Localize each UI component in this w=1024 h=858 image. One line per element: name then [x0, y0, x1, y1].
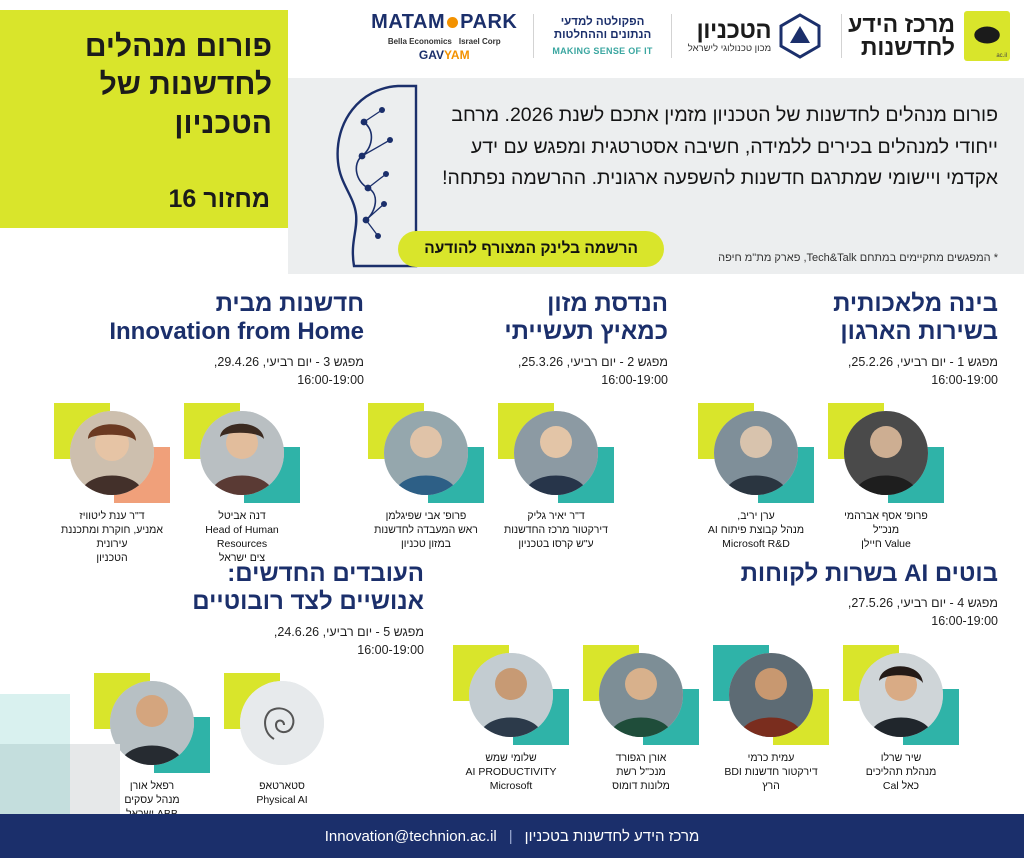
session-card-1 — [698, 290, 998, 551]
avatar — [599, 653, 683, 737]
speaker-name: שיר שרלו — [880, 751, 922, 764]
speaker-card — [184, 403, 300, 566]
avatar — [70, 411, 154, 495]
speaker-card — [453, 645, 569, 794]
session-card-5 — [94, 560, 424, 821]
innovation-line-2: לחדשנות — [860, 34, 955, 60]
session-card-2 — [368, 290, 668, 551]
session-5-title-line-2: אנושיים לצד רובוטיים — [192, 588, 424, 616]
speaker-name: עמית כרמי — [747, 751, 795, 764]
speaker-role-2: צים ישראל — [218, 552, 266, 565]
speaker-role-2: Value חיילן — [861, 538, 911, 551]
decor-teal-block — [0, 694, 70, 814]
session-2-title-line-2: כמאיץ תעשייתי — [504, 318, 668, 346]
speaker-name: סטארטאפ — [259, 779, 305, 792]
speaker-name: פרופ' אבי שפיגלמן — [385, 509, 467, 522]
technion-name: הטכניון — [696, 17, 772, 45]
session-3-title-en: Innovation from Home — [109, 318, 364, 346]
gavyam-gav: GAV — [418, 47, 445, 62]
hero-title: פורום מנהלים לחדשנות של הטכניון — [84, 30, 272, 140]
matam-name-right: PARK — [460, 10, 518, 33]
footer-org: מרכז הידע לחדשנות בטכניון — [524, 827, 700, 845]
speaker-name: ד"ר ענת ליטוויז — [79, 509, 145, 522]
footer-divider: | — [508, 827, 513, 845]
innovation-badge-text: ac.il — [996, 53, 1007, 59]
session-2-speakers — [368, 403, 668, 552]
speaker-card — [583, 645, 699, 794]
speaker-role-2: הטכניון — [96, 552, 128, 565]
logo-divider-1 — [533, 14, 534, 58]
speaker-role-2: הרץ — [762, 779, 780, 792]
speaker-role-1: Physical AI — [256, 794, 308, 807]
faculty-line-1: הפקולטה למדעי — [560, 16, 645, 29]
logo-divider-3 — [841, 14, 842, 58]
speaker-name: אורן רגפורד — [615, 751, 667, 764]
session-card-4 — [453, 560, 998, 793]
technion-subtitle: מכון טכנולוגי לישראל — [687, 42, 772, 54]
speaker-role-2: Microsoft R&D — [722, 538, 790, 551]
gavyam-yam: YAM — [444, 47, 470, 62]
hero-body-text: פורום מנהלים לחדשנות של הטכניון מזמין אתכם לשנת 2026. מרחב ייחודי למנהלים בכירים ללמידה, חשיבה אסטרטגית ומפגש עם ידע אקדמי ויישומי שמתרגם חדשנות להשפעה ארגונית. ההרשמה נפתחה! — [442, 104, 998, 190]
sessions-area — [0, 290, 1024, 810]
speaker-role-2: כאל Cal — [882, 779, 920, 792]
faculty-logo — [540, 16, 664, 56]
session-3-date: מפגש 3 - יום רביעי, 29.4.26, — [213, 354, 364, 369]
session-3-speakers — [54, 403, 364, 566]
session-2-time: 16:00-19:00 — [601, 372, 668, 387]
session-3-title-line-1: חדשנות מבית — [215, 290, 364, 317]
startup-placeholder-icon — [240, 681, 324, 765]
technion-emblem-icon — [779, 13, 821, 59]
avatar — [469, 653, 553, 737]
speaker-card — [54, 403, 170, 566]
session-1-date: מפגש 1 - יום רביעי, 25.2.26, — [847, 354, 998, 369]
session-5-speakers — [94, 673, 424, 822]
avatar — [859, 653, 943, 737]
speaker-name: ד"ר יאיר גליק — [527, 509, 585, 522]
speaker-card-placeholder — [224, 673, 340, 822]
speaker-card — [843, 645, 959, 794]
speaker-name: שלומי שמש — [485, 751, 537, 764]
speaker-role-1: מנכ"ל — [872, 524, 900, 537]
footer-email[interactable]: Innovation@technion.ac.il — [324, 827, 497, 845]
speaker-role-2: ע"ש קרסו בטכניון — [518, 538, 594, 551]
session-4-date: מפגש 4 - יום רביעי, 27.5.26, — [847, 596, 998, 611]
session-1-title-line-2: בשירות הארגון — [840, 318, 998, 346]
speaker-role-1: דירקטור חדשנות BDI — [724, 765, 818, 778]
matam-dot-icon — [447, 17, 458, 28]
speaker-role-1: דירקטור מרכז החדשנות — [504, 524, 608, 537]
speaker-role-2: Microsoft — [489, 779, 533, 792]
avatar — [200, 411, 284, 495]
speaker-card — [698, 403, 814, 552]
logo-group — [361, 0, 1024, 72]
footer-bar — [0, 814, 1024, 858]
speaker-role-1: מנהל קבוצת פיתוח AI — [707, 524, 805, 537]
speaker-role-1: Head of Human Resources — [205, 524, 279, 551]
session-4-title: בוטים AI בשרות לקוחות — [740, 560, 998, 587]
session-5-date: מפגש 5 - יום רביעי, 24.6.26, — [273, 624, 424, 639]
session-1-title-line-1: בינה מלאכותית — [833, 290, 998, 317]
logo-divider-2 — [671, 14, 672, 58]
speaker-role-1: מנכ"ל רשת — [616, 765, 666, 778]
speaker-role-2: מלונות דומוס — [612, 779, 670, 792]
speaker-name: רפאל אורן — [129, 779, 175, 792]
speaker-name: פרופ' אסף אברהמי — [844, 509, 928, 522]
hero-title-block — [0, 10, 288, 228]
session-4-speakers — [453, 645, 998, 794]
avatar — [384, 411, 468, 495]
speaker-card — [828, 403, 944, 552]
session-3-time: 16:00-19:00 — [297, 372, 364, 387]
matam-partner-1: Bella Economics — [387, 36, 452, 46]
speaker-role-1: מנהלת תהליכים — [865, 765, 937, 778]
session-2-date: מפגש 2 - יום רביעי, 25.3.26, — [517, 354, 668, 369]
hero-cycle-label: מחזור 16 — [168, 185, 270, 213]
sessions-row-2 — [0, 560, 1024, 810]
speaker-role-2: במזון טכניון — [401, 538, 451, 551]
avatar — [844, 411, 928, 495]
avatar — [729, 653, 813, 737]
speaker-role-1: ראש המעבדה לחדשנות — [374, 524, 478, 537]
matam-name-left: MATAM — [371, 10, 446, 33]
sessions-row-1 — [0, 290, 1024, 565]
speaker-name: דנה אביטל — [218, 509, 266, 522]
avatar — [110, 681, 194, 765]
hero-footnote: * המפגשים מתקיימים במתחם Tech&Talk, פארק מת"מ חיפה — [718, 252, 998, 264]
session-5-title-line-1: העובדים החדשים: — [227, 560, 424, 587]
speaker-role-1: AI PRODUCTIVITY — [465, 765, 557, 778]
speaker-name: ערן יריב, — [737, 509, 775, 522]
register-link-button[interactable]: הרשמה בלינק המצורף להודעה — [398, 231, 664, 267]
innovation-center-logo — [848, 11, 1024, 61]
session-4-time: 16:00-19:00 — [931, 614, 998, 629]
innovation-line-1: מרכז הידע — [848, 10, 955, 37]
speaker-role-1: מנהל עסקים — [124, 794, 180, 807]
speaker-card — [713, 645, 829, 794]
faculty-line-2: הנתונים וההחלטות — [553, 29, 652, 42]
session-5-time: 16:00-19:00 — [357, 642, 424, 657]
speaker-card — [368, 403, 484, 552]
avatar — [714, 411, 798, 495]
speaker-role-1: אמניע, חוקרת ומתכננת עירונית — [60, 524, 163, 551]
matam-partner-2: Israel Corp — [458, 36, 501, 46]
technion-logo — [678, 13, 835, 59]
innovation-flame-icon: ⬬ ac.il — [964, 11, 1010, 61]
session-2-title-line-1: הנדסת מזון — [547, 290, 668, 317]
faculty-tagline: MAKING SENSE OF IT — [552, 45, 653, 56]
avatar — [514, 411, 598, 495]
matam-park-logo — [361, 11, 527, 62]
session-1-time: 16:00-19:00 — [931, 372, 998, 387]
session-card-3 — [54, 290, 364, 566]
session-1-speakers — [698, 403, 998, 552]
speaker-card — [498, 403, 614, 552]
